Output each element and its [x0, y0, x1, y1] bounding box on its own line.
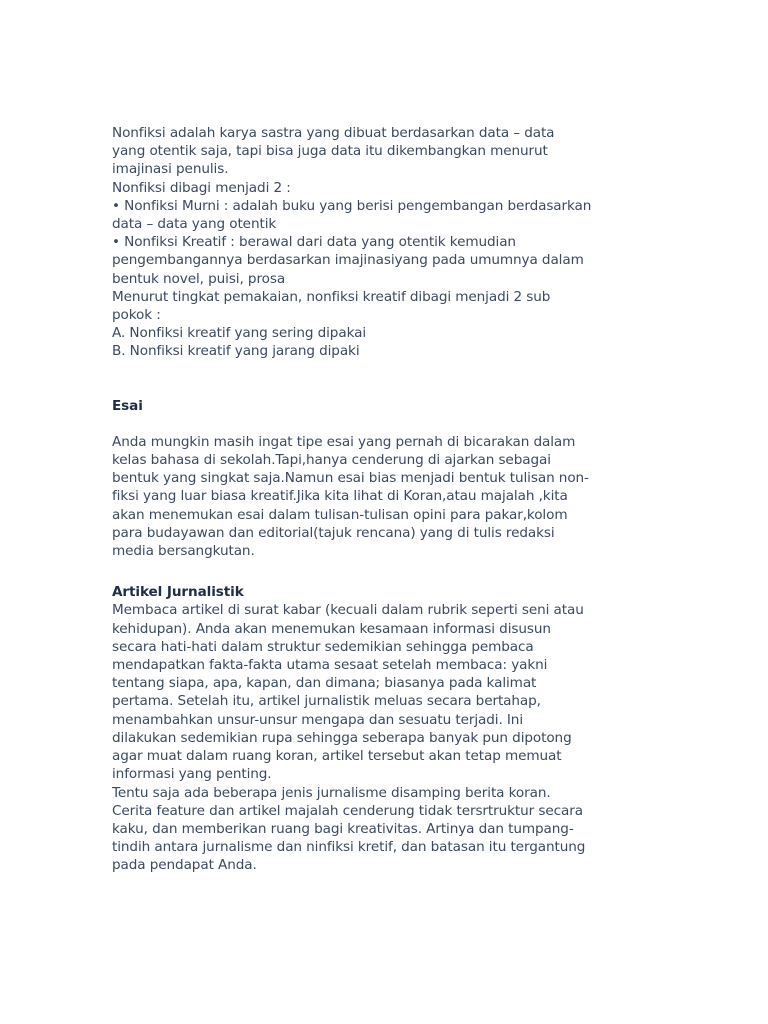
list-item-a: A. Nonfiksi kreatif yang sering dipakai: [112, 325, 367, 342]
text-line: pengembangannya berdasarkan imajinasiyang pada umumnya dalam: [112, 252, 584, 269]
text-line: informasi yang penting.: [112, 766, 272, 783]
list-item-b: B. Nonfiksi kreatif yang jarang dipaki: [112, 343, 360, 360]
text-line: akan menemukan esai dalam tulisan-tulisan opini para pakar,kolom: [112, 506, 568, 523]
text-line: fiksi yang luar biasa kreatif.Jika kita lihat di Koran,atau majalah ,kita: [112, 488, 568, 505]
text-line: bentuk yang singkat saja.Namun esai bias menjadi bentuk tulisan non-: [112, 470, 589, 487]
spacer: [112, 361, 672, 397]
bullet-item: • Nonfiksi Murni : adalah buku yang berisi pengembangan berdasarkan: [112, 197, 592, 214]
text-line: Tentu saja ada beberapa jenis jurnalisme disamping berita koran.: [112, 784, 551, 801]
text-line: bentuk novel, puisi, prosa: [112, 270, 286, 287]
text-line: pokok :: [112, 307, 161, 324]
text-line: kaku, dan memberikan ruang bagi kreativitas. Artinya dan tumpang-: [112, 820, 574, 837]
text-line: para budayawan dan editorial(tajuk rencana) yang di tulis redaksi: [112, 524, 555, 541]
spacer: [112, 415, 672, 433]
bullet-item: • Nonfiksi Kreatif : berawal dari data yang otentik kemudian: [112, 234, 516, 251]
artikel-section: [112, 583, 672, 874]
text-line: pada pendapat Anda.: [112, 857, 257, 874]
text-line: kelas bahasa di sekolah.Tapi,hanya cenderung di ajarkan sebagai: [112, 452, 551, 469]
text-line: dilakukan sedemikian rupa sehingga seberapa banyak pun dipotong: [112, 729, 572, 746]
text-line: pertama. Setelah itu, artikel jurnalistik meluas secara bertahap,: [112, 693, 541, 710]
section-heading-esai: Esai: [112, 397, 143, 414]
text-line: Nonfiksi dibagi menjadi 2 :: [112, 179, 291, 196]
text-line: menambahkan unsur-unsur mengapa dan sesuatu terjadi. Ini: [112, 711, 523, 728]
text-line: mendapatkan fakta-fakta utama sesaat setelah membaca: yakni: [112, 657, 548, 674]
text-line: Menurut tingkat pemakaian, nonfiksi kreatif dibagi menjadi 2 sub: [112, 288, 551, 305]
text-line: Nonfiksi adalah karya sastra yang dibuat berdasarkan data – data: [112, 125, 555, 141]
text-line: yang otentik saja, tapi bisa juga data itu dikembangkan menurut: [112, 143, 548, 160]
text-line: data – data yang otentik: [112, 216, 277, 233]
text-line: imajinasi penulis.: [112, 161, 229, 178]
text-line: Anda mungkin masih ingat tipe esai yang pernah di bicarakan dalam: [112, 433, 576, 450]
esai-section: [112, 397, 672, 561]
text-line: secara hati-hati dalam struktur sedemikian sehingga pembaca: [112, 638, 534, 655]
text-line: agar muat dalam ruang koran, artikel tersebut akan tetap memuat: [112, 748, 562, 765]
text-line: Cerita feature dan artikel majalah cenderung tidak tersrtruktur secara: [112, 802, 583, 819]
text-line: kehidupan). Anda akan menemukan kesamaan informasi disusun: [112, 620, 551, 637]
text-line: tentang siapa, apa, kapan, dan dimana; biasanya pada kalimat: [112, 675, 537, 692]
document-content: [112, 124, 672, 875]
section-heading-artikel-jurnalistik: Artikel Jurnalistik: [112, 584, 244, 601]
text-line: tindih antara jurnalisme dan ninfiksi kretif, dan batasan itu tergantung: [112, 839, 586, 856]
spacer: [112, 560, 672, 578]
text-line: Membaca artikel di surat kabar (kecuali dalam rubrik seperti seni atau: [112, 602, 584, 619]
text-line: media bersangkutan.: [112, 543, 255, 560]
nonfiksi-section: [112, 124, 672, 361]
